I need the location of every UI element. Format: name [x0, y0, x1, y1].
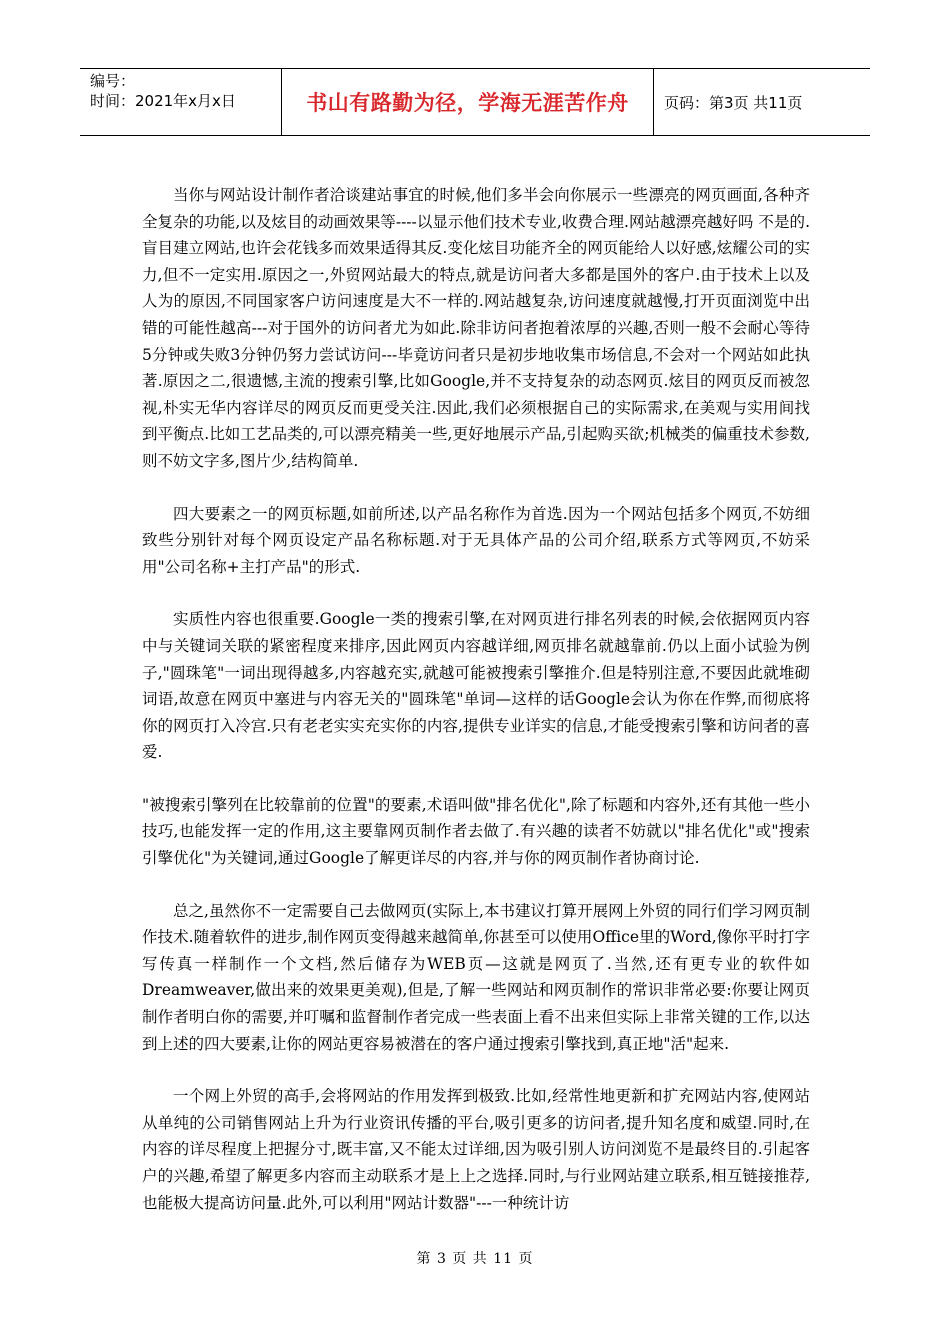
page-header	[80, 68, 870, 136]
body-paragraph: 当你与网站设计制作者洽谈建站事宜的时候,他们多半会向你展示一些漂亮的网页画面,各种齐全复杂的功能,以及炫目的动画效果等----以显示他们技术专业,收费合理.网站越漂亮越好吗 不是的.盲目建立网站,也许会花钱多而效果适得其反.变化炫目功能齐全的网页能给人以好感,炫耀公司的实力,但不一定实用.原因之一,外贸网站最大的特点,就是访问者大多都是国外的客户.由于技术上以及人为的原因,不同国家客户访问速度是大不一样的.网站越复杂,访问速度就越慢,打开页面浏览中出错的可能性越高---对于国外的访问者尤为如此.除非访问者抱着浓厚的兴趣,否则一般不会耐心等待5分钟或失败3分钟仍努力尝试访问---毕竟访问者只是初步地收集市场信息,不会对一个网站如此执著.原因之二,很遗憾,主流的搜索引擎,比如Google,并不支持复杂的动态网页.炫目的网页反而被忽视,朴实无华内容详尽的网页反而更受关注.因此,我们必须根据自己的实际需求,在美观与实用间找到平衡点.比如工艺品类的,可以漂亮精美一些,更好地展示产品,引起购买欲;机械类的偏重技术参数,则不妨文字多,图片少,结构简单.	[142, 186, 810, 470]
body-paragraph: 总之,虽然你不一定需要自己去做网页(实际上,本书建议打算开展网上外贸的同行们学习网页制作技术.随着软件的进步,制作网页变得越来越简单,你甚至可以使用Office里的Word,像你平时打字写传真一样制作一个文档,然后储存为WEB页—这就是网页了.当然,还有更专业的软件如Dreamweaver,做出来的效果更美观),但是,了解一些网站和网页制作的常识非常必要:你要让网页制作者明白你的需要,并叮嘱和监督制作者完成一些表面上看不出来但实际上非常关键的工作,以达到上述的四大要素,让你的网站更容易被潜在的客户通过搜索引擎找到,真正地"活"起来.	[142, 901, 810, 1053]
header-meta	[80, 69, 282, 135]
document-number-label: 编号：	[90, 72, 136, 90]
body-paragraph: 实质性内容也很重要.Google一类的搜索引擎,在对网页进行排名列表的时候,会依据网页内容中与关键词关联的紧密程度来排序,因此网页内容越详细,网页排名就越靠前.仍以上面小试验为例子,"圆珠笔"一词出现得越多,内容越充实,就越可能被搜索引擎推介.但是特别注意,不要因此就堆砌词语,故意在网页中塞进与内容无关的"圆珠笔"单词—这样的话Google会认为你在作弊,而彻底将你的网页打入冷宫.只有老老实实充实你的内容,提供专业详实的信息,才能受搜索引擎和访问者的喜爱.	[142, 610, 810, 762]
header-motto: 书山有路勤为径，学海无涯苦作舟	[282, 69, 654, 135]
page-footer: 第 3 页 共 11 页	[416, 1251, 534, 1267]
document-date: 时间：2021年x月x日	[90, 92, 236, 110]
header-page-info: 页码：第3页 共11页	[664, 93, 803, 112]
document-body	[142, 182, 810, 1242]
body-paragraph: 四大要素之一的网页标题,如前所述,以产品名称作为首选.因为一个网站包括多个网页,不妨细致些分别针对每个网页设定产品名称标题.对于无具体产品的公司介绍,联系方式等网页,不妨采用"公司名称+主打产品"的形式.	[142, 504, 810, 576]
body-paragraph: 一个网上外贸的高手,会将网站的作用发挥到极致.比如,经常性地更新和扩充网站内容,使网站从单纯的公司销售网站上升为行业资讯传播的平台,吸引更多的访问者,提升知名度和威望.同时,在内容的详尽程度上把握分寸,既丰富,又不能太过详细,因为吸引别人访问浏览不是最终目的.引起客户的兴趣,希望了解更多内容而主动联系才是上上之选择.同时,与行业网站建立联系,相互链接推荐,也能极大提高访问量.此外,可以利用"网站计数器"---一种统计访	[142, 1087, 810, 1212]
body-paragraph: "被搜索引擎列在比较靠前的位置"的要素,术语叫做"排名优化",除了标题和内容外,还有其他一些小技巧,也能发挥一定的作用,这主要靠网页制作者去做了.有兴趣的读者不妨就以"排名优化"或"搜索引擎优化"为关键词,通过Google了解更详尽的内容,并与你的网页制作者协商讨论.	[142, 795, 810, 868]
